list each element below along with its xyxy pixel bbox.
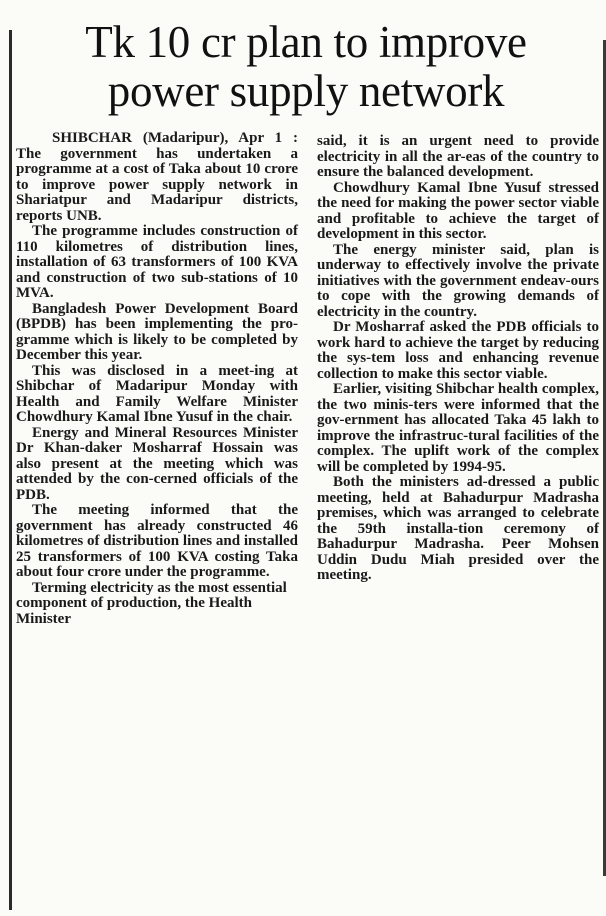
- paragraph: The energy minister said, plan is underway to effectively involve the private initiatives with the government endeav-ours to cope with the growing demands of electricity in the country.: [317, 241, 599, 320]
- paragraph: Both the ministers ad-dressed a public meeting, held at Bahadurpur Madrasha premises, which was arranged to celebrate the 59th installa-tion ceremony of Bahadurpur Madrasha. Peer Mohsen Uddin Dudu Miah presided over the meeting.: [317, 474, 599, 583]
- left-column-rule: [9, 30, 12, 910]
- paragraph: Bangladesh Power Development Board (BPDB) has been implementing the pro-gramme which is likely to be completed by December this year.: [16, 300, 298, 363]
- paragraph: Earlier, visiting Shibchar health complex, the two minis-ters were informed that the gov-ernment has allocated Taka 45 lakh to improve the infrastruc-tural facilities of the complex. The uplift work of the complex will be completed by 1994-95.: [317, 381, 599, 475]
- paragraph: The programme includes construction of 110 kilometres of distribution lines, installation of 63 transformers of 100 KVA and construction of two sub-stations of 10 MVA.: [16, 223, 298, 301]
- paragraph: This was disclosed in a meet-ing at Shibchar of Madaripur Monday with Health and Family Welfare Minister Chowdhury Kamal Ibne Yusuf in the chair.: [16, 362, 298, 425]
- paragraph-dateline: SHIBCHAR (Madaripur), Apr 1 : The government has undertaken a programme at a cost of Taka about 10 crore to improve power supply network in Shariatpur and Madaripur districts, reports UNB.: [16, 130, 298, 224]
- paragraph: Energy and Mineral Resources Minister Dr Khan-daker Mosharraf Hossain was also present at the meeting which was attended by the con-cerned officials of the PDB.: [16, 424, 298, 503]
- headline: [20, 18, 592, 116]
- headline-line-1: Tk 10 cr plan to improve: [85, 17, 527, 67]
- paragraph: The meeting informed that the government has already constructed 46 kilometres of distribution lines and installed 25 transformers of 100 KVA costing Taka about four crore under the programme.: [16, 502, 298, 580]
- paragraph-continued: said, it is an urgent need to provide electricity in all the ar-eas of the country to ensure the balanced development.: [317, 133, 599, 180]
- paragraph: Terming electricity as the most essential component of production, the Health Minister: [16, 579, 287, 627]
- paragraph: Chowdhury Kamal Ibne Yusuf stressed the need for making the power sector viable and profitable to achieve the target of development in this sector.: [317, 179, 599, 242]
- paragraph: Dr Mosharraf asked the PDB officials to work hard to achieve the target by reducing the sys-tem loss and enhancing revenue collection to make this sector viable.: [317, 319, 599, 382]
- article-column-right: [317, 134, 599, 584]
- article-column-left: [16, 131, 298, 627]
- headline-line-2: power supply network: [107, 66, 505, 116]
